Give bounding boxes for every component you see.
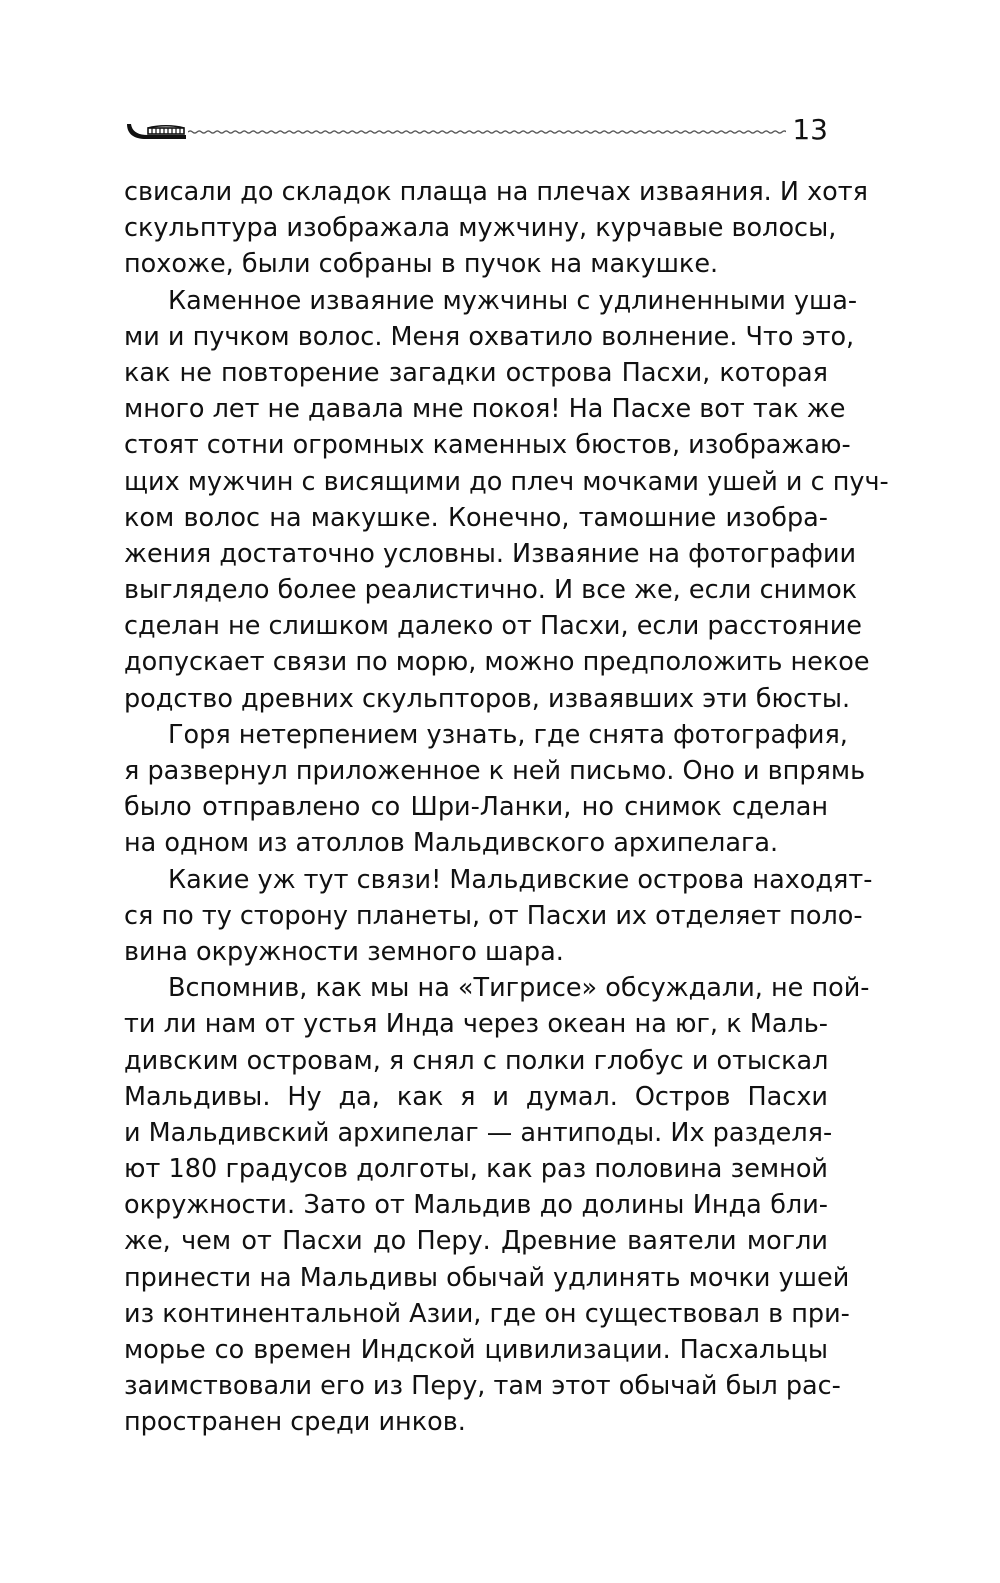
body-text xyxy=(124,174,889,1441)
text-line: вина окружности земного шара. xyxy=(124,936,564,967)
text-line: много лет не давала мне покоя! На Пасхе вот так же xyxy=(124,394,846,425)
text-line: морье со времен Индской цивилизации. Пасхальцы xyxy=(124,1335,828,1365)
text-line: принести на Мальдивы обычай удлинять мочки ушей xyxy=(124,1262,850,1293)
running-header xyxy=(124,110,828,154)
text-line: щих мужчин с висящими до плеч мочками ушей и с пуч- xyxy=(124,466,889,497)
text-line: окружности. Зато от Мальдив до долины Инда бли- xyxy=(124,1190,828,1221)
text-line: было отправлено со Шри-Ланки, но снимок сделан xyxy=(124,792,828,823)
text-line: ся по ту сторону планеты, от Пасхи их отделяет поло- xyxy=(124,900,863,931)
wave-divider xyxy=(188,124,786,138)
text-line: ми и пучком волос. Меня охватило волнение. Что это, xyxy=(124,321,855,352)
text-line: Мальдивы. Ну да, как я и думал. Остров Пасхи xyxy=(124,1081,828,1112)
text-line: Вспомнив, как мы на «Тигрисе» обсуждали, не пой- xyxy=(168,973,870,1004)
text-line: я развернул приложенное к ней письмо. Оно и впрямь xyxy=(124,756,866,786)
text-line: как не повторение загадки острова Пасхи, которая xyxy=(124,357,828,388)
text-line: выглядело более реалистично. И все же, если снимок xyxy=(124,575,858,606)
text-line: Горя нетерпением узнать, где снята фотография, xyxy=(168,719,848,750)
text-line: жения достаточно условны. Изваяние на фотографии xyxy=(124,538,857,569)
page-number: 13 xyxy=(792,113,828,146)
text-line: заимствовали его из Перу, там этот обычай был рас- xyxy=(124,1371,841,1402)
text-line: дивским островам, я снял с полки глобус и отыскал xyxy=(124,1045,829,1076)
text-line: допускает связи по морю, можно предположить некое xyxy=(124,647,870,678)
text-line: ют 180 градусов долготы, как раз половина земной xyxy=(124,1154,828,1185)
text-line: свисали до складок плаща на плечах изваяния. И хотя xyxy=(124,177,868,207)
text-line: стоят сотни огромных каменных бюстов, изображаю- xyxy=(124,430,851,461)
text-line: Каменное изваяние мужчины с удлиненными уша- xyxy=(168,285,858,316)
text-line: родство древних скульпторов, изваявших эти бюсты. xyxy=(124,683,851,714)
text-line: ти ли нам от устья Инда через океан на юг, к Маль- xyxy=(124,1009,828,1040)
text-line: ком волос на макушке. Конечно, тамошние изобра- xyxy=(124,502,828,533)
text-line: же, чем от Пасхи до Перу. Древние ваятели могли xyxy=(124,1226,828,1257)
text-line: на одном из атоллов Мальдивского архипелага. xyxy=(124,828,779,859)
text-line: сделан не слишком далеко от Пасхи, если расстояние xyxy=(124,611,862,642)
text-line: пространен среди инков. xyxy=(124,1407,466,1438)
text-line: скульптура изображала мужчину, курчавые волосы, xyxy=(124,213,837,244)
boat-icon xyxy=(124,116,188,146)
text-line: Какие уж тут связи! Мальдивские острова находят- xyxy=(168,864,873,895)
text-line: из континентальной Азии, где он существовал в при- xyxy=(124,1298,850,1329)
text-line: похоже, были собраны в пучок на макушке. xyxy=(124,249,719,280)
text-line: и Мальдивский архипелаг — антиподы. Их разделя- xyxy=(124,1117,833,1148)
